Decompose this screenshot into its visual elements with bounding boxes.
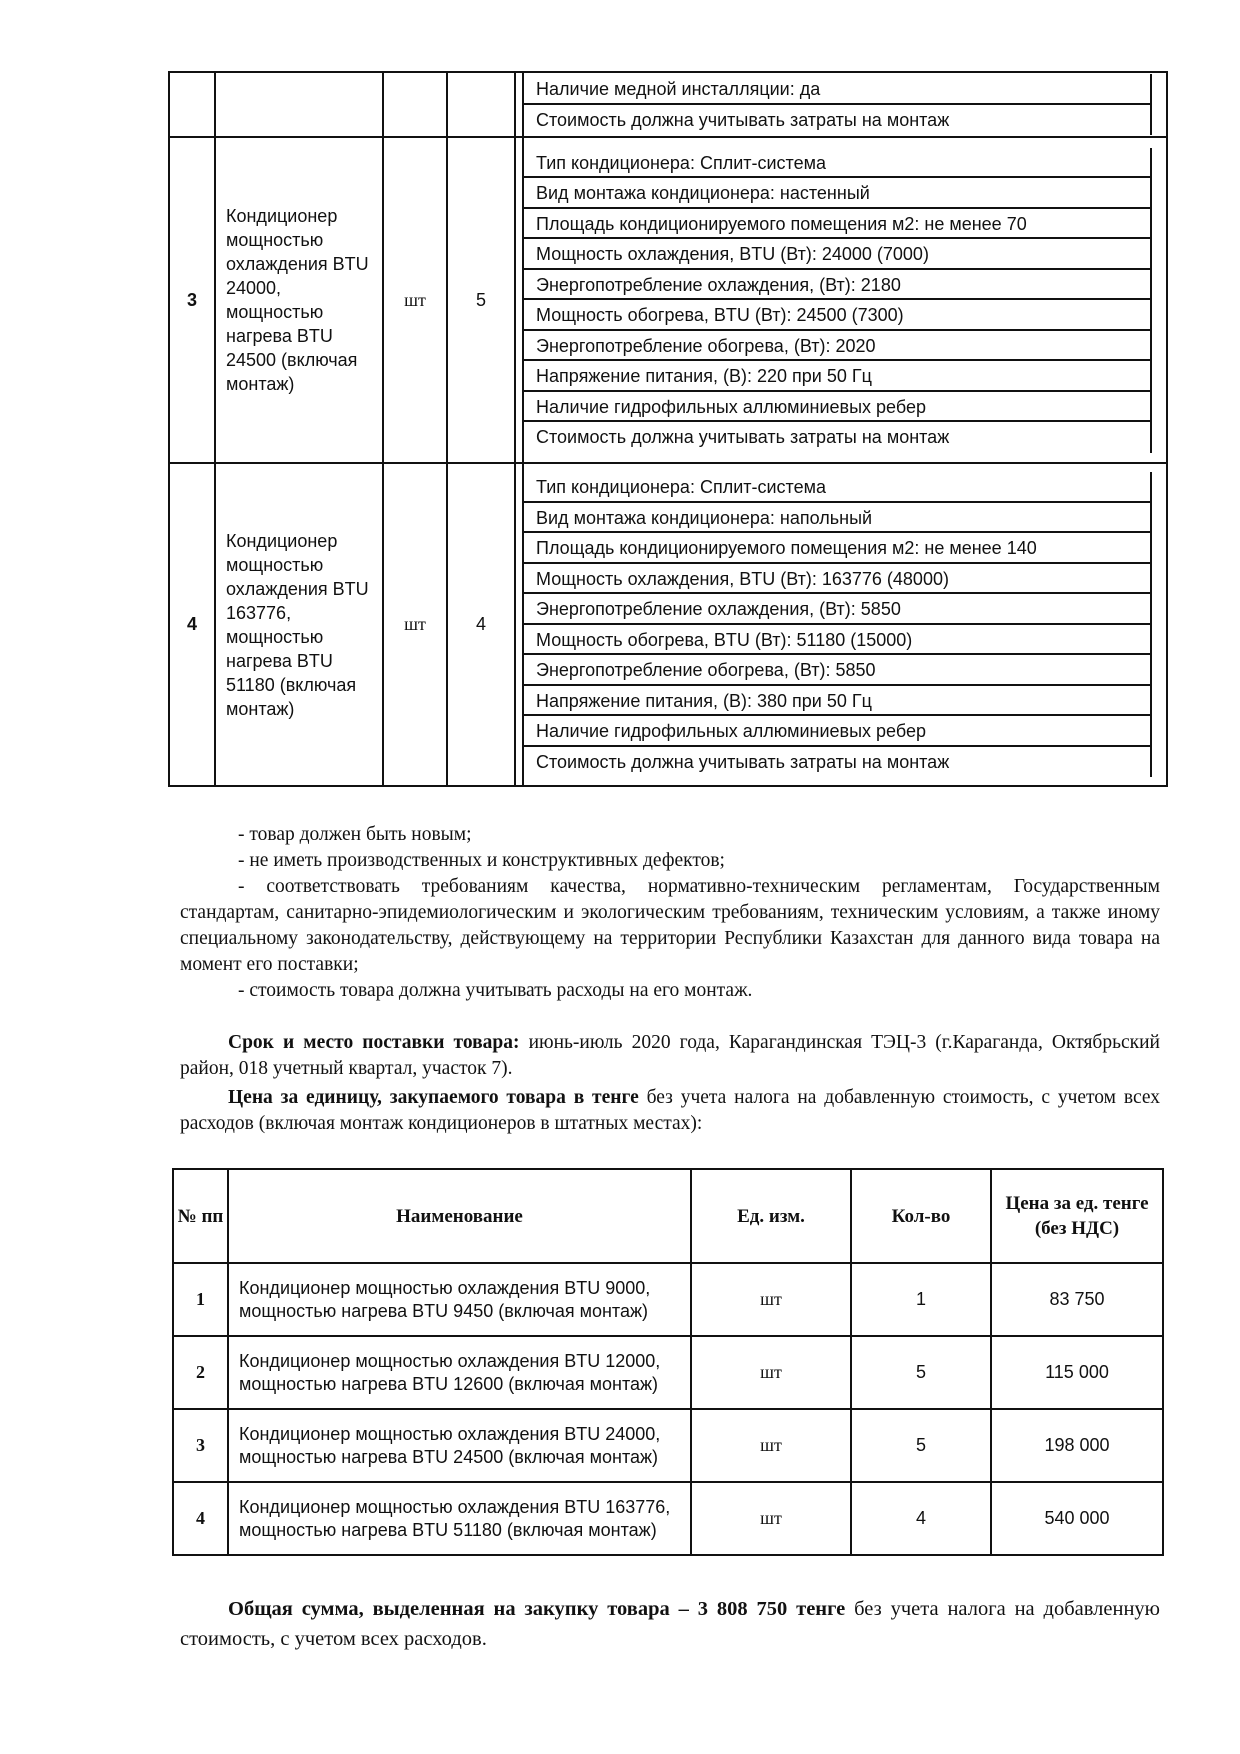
spec-row-continuation	[169, 72, 1167, 137]
table-row	[173, 1482, 1163, 1555]
item-name: Кондиционер мощностью охлаждения BTU 9000, мощностью нагрева BTU 9450 (включая монтаж)	[228, 1263, 691, 1336]
item-qty: 4	[851, 1482, 991, 1555]
requirement-item: - соответствовать требованиям качества, нормативно-техническим регламентам, Государственным стандартам, санитарно-эпидемиологическим и экологическим требованиям, техническим условиям, а также иному специальному законодательству, действующему на территории Республики Казахстан для данного вида товара на момент его поставки;	[180, 876, 1160, 975]
spec-item: Площадь кондиционируемого помещения м2: не менее 140	[524, 533, 1152, 564]
spec-list	[524, 74, 1152, 135]
item-name: Кондиционер мощностью охлаждения BTU 12000, мощностью нагрева BTU 12600 (включая монтаж)	[228, 1336, 691, 1409]
item-price: 83 750	[991, 1263, 1163, 1336]
item-price: 198 000	[991, 1409, 1163, 1482]
spec-list	[524, 472, 1152, 777]
item-name: Кондиционер мощностью охлаждения BTU 163776, мощностью нагрева BTU 51180 (включая монтаж)	[215, 463, 383, 786]
spec-table	[168, 71, 1168, 787]
spec-item: Вид монтажа кондиционера: напольный	[524, 503, 1152, 534]
spec-item: Стоимость должна учитывать затраты на монтаж	[524, 105, 1152, 136]
header-unit: Ед. изм.	[691, 1169, 851, 1263]
row-number: 3	[169, 137, 215, 463]
item-qty: 5	[447, 137, 515, 463]
spec-item: Напряжение питания, (В): 380 при 50 Гц	[524, 686, 1152, 717]
row-number: 1	[173, 1263, 228, 1336]
item-unit: шт	[691, 1409, 851, 1482]
header-qty: Кол-во	[851, 1169, 991, 1263]
item-qty: 1	[851, 1263, 991, 1336]
spec-item: Стоимость должна учитывать затраты на монтаж	[524, 422, 1152, 453]
item-qty: 5	[851, 1336, 991, 1409]
price-table	[172, 1168, 1164, 1556]
item-unit: шт	[383, 137, 447, 463]
total-label: Общая сумма, выделенная на закупку товара – 3 808 750 тенге	[228, 1598, 846, 1620]
item-unit: шт	[691, 1263, 851, 1336]
table-row	[173, 1263, 1163, 1336]
header-name: Наименование	[228, 1169, 691, 1263]
spec-list-cell	[523, 137, 1167, 463]
row-number: 3	[173, 1409, 228, 1482]
column-gap	[515, 463, 523, 786]
item-unit: шт	[691, 1482, 851, 1555]
total-text: без учета налога на добавленную стоимость, с учетом всех расходов.	[180, 1598, 1160, 1650]
spec-row	[169, 137, 1167, 463]
item-price: 540 000	[991, 1482, 1163, 1555]
requirement-item: - не иметь производственных и конструктивных дефектов;	[238, 850, 725, 871]
unit-price-paragraph	[180, 1085, 1160, 1137]
spec-list-cell	[523, 463, 1167, 786]
spec-item: Мощность охлаждения, BTU (Вт): 163776 (48000)	[524, 564, 1152, 595]
spec-item: Энергопотребление охлаждения, (Вт): 2180	[524, 270, 1152, 301]
spec-item: Площадь кондиционируемого помещения м2: не менее 70	[524, 209, 1152, 240]
row-number	[169, 72, 215, 137]
item-unit	[383, 72, 447, 137]
column-gap	[515, 72, 523, 137]
header-price: Цена за ед. тенге (без НДС)	[991, 1169, 1163, 1263]
row-number: 4	[169, 463, 215, 786]
spec-item: Тип кондиционера: Сплит-система	[524, 148, 1152, 179]
spec-list-cell	[523, 72, 1167, 137]
spec-item: Энергопотребление охлаждения, (Вт): 5850	[524, 594, 1152, 625]
delivery-text: июнь-июль 2020 года, Карагандинская ТЭЦ-3 (г.Караганда, Октябрьский район, 018 учетный квартал, участок 7).	[180, 1032, 1160, 1079]
spec-item: Мощность охлаждения, BTU (Вт): 24000 (7000)	[524, 239, 1152, 270]
item-unit: шт	[691, 1336, 851, 1409]
total-paragraph	[180, 1594, 1160, 1654]
spec-list	[524, 148, 1152, 453]
delivery-label: Срок и место поставки товара:	[228, 1032, 520, 1053]
table-row	[173, 1336, 1163, 1409]
spec-item: Тип кондиционера: Сплит-система	[524, 472, 1152, 503]
unit-price-text: без учета налога на добавленную стоимость, с учетом всех расходов (включая монтаж кондиционеров в штатных местах):	[180, 1087, 1160, 1134]
spec-item: Наличие гидрофильных аллюминиевых ребер	[524, 716, 1152, 747]
item-name: Кондиционер мощностью охлаждения BTU 24000, мощностью нагрева BTU 24500 (включая монтаж)	[228, 1409, 691, 1482]
item-unit: шт	[383, 463, 447, 786]
price-table-header	[173, 1169, 1163, 1263]
spec-item: Вид монтажа кондиционера: настенный	[524, 178, 1152, 209]
column-gap	[515, 137, 523, 463]
spec-item: Стоимость должна учитывать затраты на монтаж	[524, 747, 1152, 778]
item-qty	[447, 72, 515, 137]
spec-row	[169, 463, 1167, 786]
spec-item: Напряжение питания, (В): 220 при 50 Гц	[524, 361, 1152, 392]
header-number: № пп	[173, 1169, 228, 1263]
item-qty: 4	[447, 463, 515, 786]
requirement-item: - товар должен быть новым;	[238, 824, 472, 845]
spec-item: Энергопотребление обогрева, (Вт): 2020	[524, 331, 1152, 362]
item-qty: 5	[851, 1409, 991, 1482]
spec-item: Энергопотребление обогрева, (Вт): 5850	[524, 655, 1152, 686]
requirement-item: - стоимость товара должна учитывать расходы на его монтаж.	[238, 980, 753, 1001]
spec-item: Наличие медной инсталляции: да	[524, 74, 1152, 105]
spec-item: Мощность обогрева, BTU (Вт): 51180 (15000)	[524, 625, 1152, 656]
row-number: 2	[173, 1336, 228, 1409]
table-row	[173, 1409, 1163, 1482]
unit-price-label: Цена за единицу, закупаемого товара в тенге	[228, 1087, 639, 1108]
item-price: 115 000	[991, 1336, 1163, 1409]
item-name: Кондиционер мощностью охлаждения BTU 24000, мощностью нагрева BTU 24500 (включая монтаж)	[215, 137, 383, 463]
delivery-paragraph	[180, 1030, 1160, 1082]
spec-item: Наличие гидрофильных аллюминиевых ребер	[524, 392, 1152, 423]
item-name	[215, 72, 383, 137]
row-number: 4	[173, 1482, 228, 1555]
spec-item: Мощность обогрева, BTU (Вт): 24500 (7300)	[524, 300, 1152, 331]
item-name: Кондиционер мощностью охлаждения BTU 163776, мощностью нагрева BTU 51180 (включая монтаж)	[228, 1482, 691, 1555]
requirements-list	[180, 822, 1160, 1004]
